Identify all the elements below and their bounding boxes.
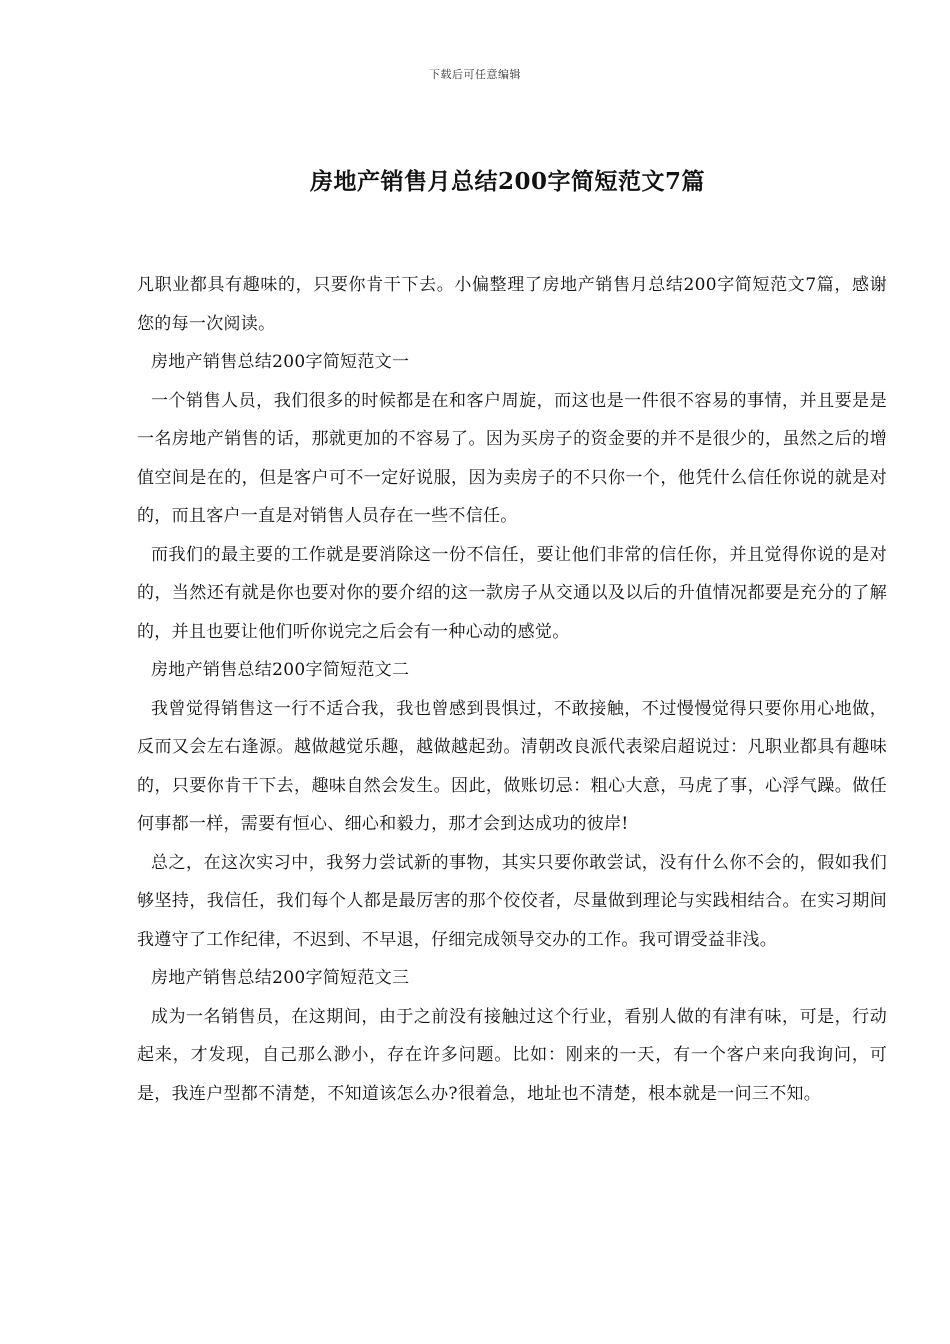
section-heading-1: 房地产销售总结200字简短范文一 xyxy=(151,352,410,372)
body-paragraph: 而我们的最主要的工作就是要消除这一份不信任，要让他们非常的信任你，并且觉得你说的是对的，当然还有就是你也要对你的要介绍的这一款房子从交通以及以后的升值情况都要是充分的了解的，并且也要让他们听你说完之后会有一种心动的感觉。 xyxy=(137,544,887,642)
intro-paragraph: 凡职业都具有趣味的，只要你肯干下去。小偏整理了房地产销售月总结200字简短范文7篇，感谢您的每一次阅读。 xyxy=(137,275,887,334)
section-heading-3: 房地产销售总结200字简短范文三 xyxy=(151,968,410,988)
header-note: 下载后可任意编辑 xyxy=(429,68,521,81)
document-body xyxy=(137,266,887,1113)
body-paragraph: 总之，在这次实习中，我努力尝试新的事物，其实只要你敢尝试，没有什么你不会的，假如我们够坚持，我信任，我们每个人都是最厉害的那个佼佼者，尽量做到理论与实践相结合。在实习期间我遵守了工作纪律，不迟到、不早退，仔细完成领导交办的工作。我可谓受益非浅。 xyxy=(137,852,887,950)
body-paragraph: 成为一名销售员，在这期间，由于之前没有接触过这个行业，看别人做的有津有味，可是，行动起来，才发现，自己那么渺小，存在许多问题。比如：刚来的一天，有一个客户来向我询问，可是，我连户型都不清楚，不知道该怎么办?很着急，地址也不清楚，根本就是一问三不知。 xyxy=(137,1006,887,1104)
body-paragraph: 一个销售人员，我们很多的时候都是在和客户周旋，而这也是一件很不容易的事情，并且要是是一名房地产销售的话，那就更加的不容易了。因为买房子的资金要的并不是很少的，虽然之后的增值空间是在的，但是客户可不一定好说服，因为卖房子的不只你一个，他凭什么信任你说的就是对的，而且客户一直是对销售人员存在一些不信任。 xyxy=(137,390,887,526)
document-title: 房地产销售月总结200字简短范文7篇 xyxy=(309,168,705,195)
section-heading-2: 房地产销售总结200字简短范文二 xyxy=(151,660,410,680)
body-paragraph: 我曾觉得销售这一行不适合我，我也曾感到畏惧过，不敢接触，不过慢慢觉得只要你用心地做，反而又会左右逢源。越做越觉乐趣，越做越起劲。清朝改良派代表梁启超说过：凡职业都具有趣味的，只要你肯干下去，趣味自然会发生。因此，做账切忌：粗心大意，马虎了事，心浮气躁。做任何事都一样，需要有恒心、细心和毅力，那才会到达成功的彼岸! xyxy=(137,698,887,834)
